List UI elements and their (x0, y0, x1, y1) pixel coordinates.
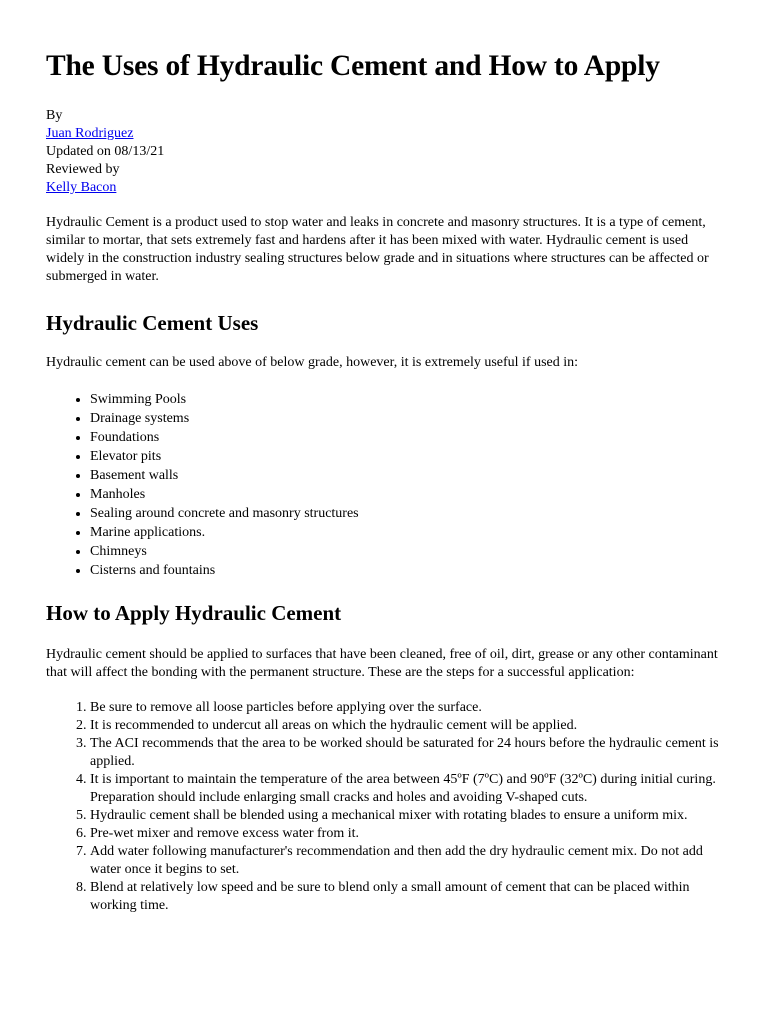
step-item: 8. Blend at relatively low speed and be sure to blend only a small amount of cement that can be placed within working time. (90, 879, 728, 915)
list-item: • Sealing around concrete and masonry structures (90, 504, 728, 523)
reviewer-link[interactable]: Kelly Bacon (46, 180, 117, 195)
step-item: 2. It is recommended to undercut all areas on which the hydraulic cement will be applied. (90, 717, 728, 735)
list-item: • Manholes (90, 485, 728, 504)
list-item: • Foundations (90, 428, 728, 447)
apply-lead-paragraph: Hydraulic cement should be applied to surfaces that have been cleaned, free of oil, dirt, grease or any other contaminant that will affect the bonding with the permanent structure. These are the steps for a successful application: (46, 647, 718, 680)
updated-date: Updated on 08/13/21 (46, 144, 165, 159)
uses-lead-paragraph: Hydraulic cement can be used above of below grade, however, it is extremely useful if used in: (46, 355, 579, 370)
list-item: • Chimneys (90, 542, 728, 561)
step-item: 6. Pre-wet mixer and remove excess water from it. (90, 825, 728, 843)
reviewed-label: Reviewed by (46, 162, 120, 177)
step-item: 5. Hydraulic cement shall be blended using a mechanical mixer with rotating blades to ensure a uniform mix. (90, 807, 728, 825)
author-link[interactable]: Juan Rodriguez (46, 126, 134, 141)
step-item: 7. Add water following manufacturer's recommendation and then add the dry hydraulic cement mix. Do not add water once it begins to set. (90, 843, 728, 879)
apply-steps-list (46, 699, 728, 915)
article-title: The Uses of Hydraulic Cement and How to Apply (46, 50, 660, 82)
uses-heading: Hydraulic Cement Uses (46, 311, 259, 335)
list-item: • Swimming Pools (90, 390, 728, 409)
list-item: • Marine applications. (90, 523, 728, 542)
by-label: By (46, 108, 63, 123)
list-item: • Drainage systems (90, 409, 728, 428)
byline (46, 107, 728, 197)
list-item: • Elevator pits (90, 447, 728, 466)
step-item: 4. It is important to maintain the temperature of the area between 45ºF (7ºC) and 90ºF (32ºC) during initial curing. Preparation should include enlarging small cracks and holes and avoiding V-shaped cuts. (90, 771, 728, 807)
step-item: 1. Be sure to remove all loose particles before applying over the surface. (90, 699, 728, 717)
intro-paragraph: Hydraulic Cement is a product used to stop water and leaks in concrete and masonry structures. It is a type of cement, similar to mortar, that sets extremely fast and hardens after it has been mixed with water. Hydraulic cement is used widely in the construction industry sealing structures below grade and in situations where structures can be affected or submerged in water. (46, 215, 709, 284)
uses-list (46, 390, 728, 580)
step-item: 3. The ACI recommends that the area to be worked should be saturated for 24 hours before the hydraulic cement is applied. (90, 735, 728, 771)
apply-heading: How to Apply Hydraulic Cement (46, 601, 342, 625)
list-item: • Basement walls (90, 466, 728, 485)
list-item: • Cisterns and fountains (90, 561, 728, 580)
